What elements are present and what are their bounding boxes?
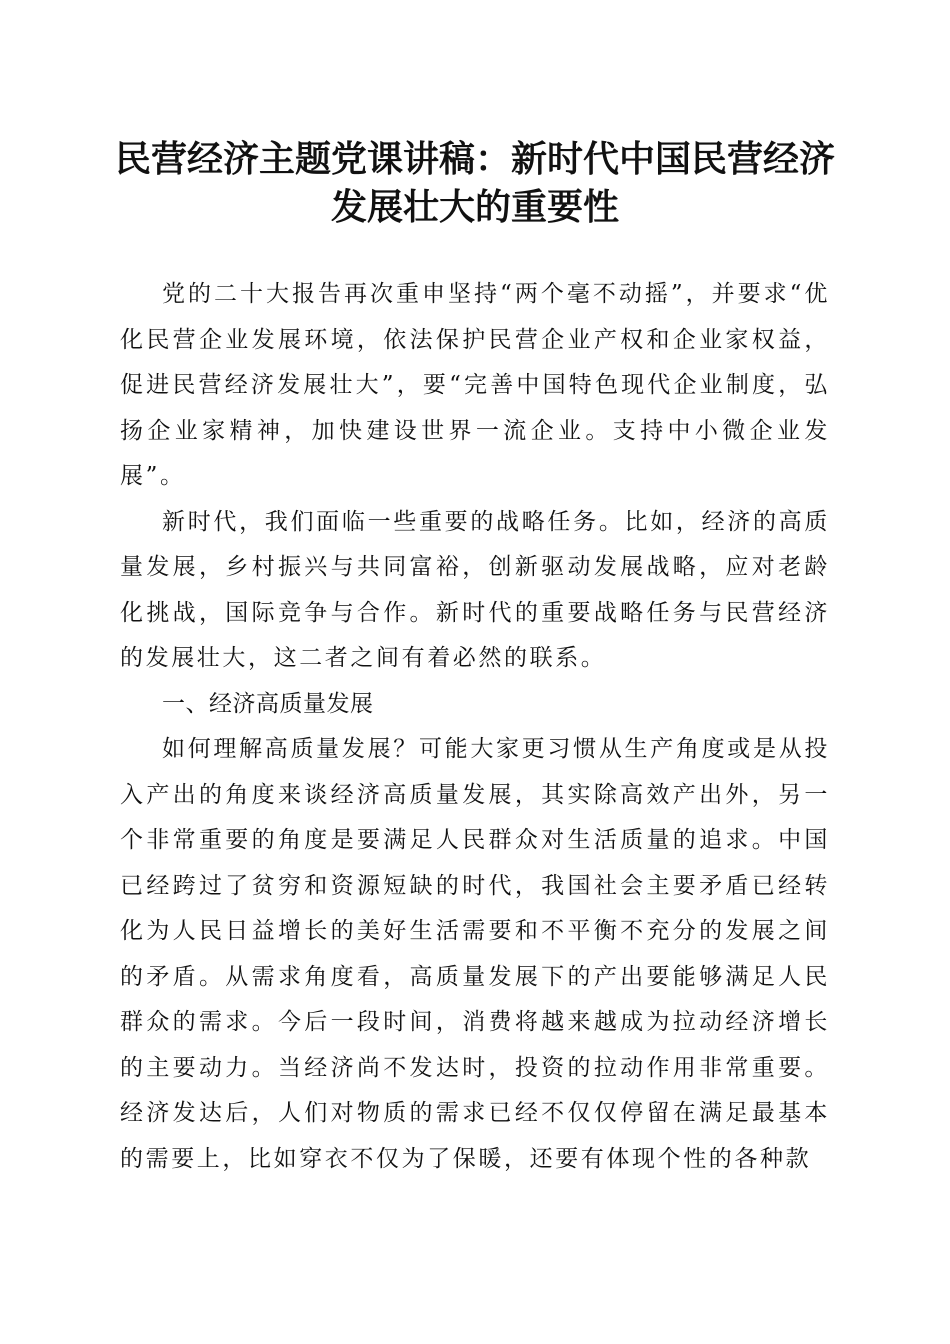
document-body [120, 272, 830, 1182]
paragraph-intro: 党的二十大报告再次重申坚持“两个毫不动摇”，并要求“优化民营企业发展环境，依法保护民营企业产权和企业家权益，促进民营经济发展壮大”，要“完善中国特色现代企业制度，弘扬企业家精神，加快建设世界一流企业。支持中小微企业发展”。 [120, 281, 830, 489]
document-title-line-2: 发展壮大的重要性 [330, 186, 619, 228]
document-title-line-1: 民营经济主题党课讲稿：新时代中国民营经济 [114, 138, 835, 180]
paragraph-strategic-tasks: 新时代，我们面临一些重要的战略任务。比如，经济的高质量发展，乡村振兴与共同富裕，创新驱动发展战略，应对老龄化挑战，国际竞争与合作。新时代的重要战略任务与民营经济的发展壮大，这二者之间有着必然的联系。 [120, 508, 830, 671]
paragraph-high-quality-development: 如何理解高质量发展？可能大家更习惯从生产角度或是从投入产出的角度来谈经济高质量发展，其实除高效产出外，另一个非常重要的角度是要满足人民群众对生活质量的追求。中国已经跨过了贫穷和资源短缺的时代，我国社会主要矛盾已经转化为人民日益增长的美好生活需要和不平衡不充分的发展之间的矛盾。从需求角度看，高质量发展下的产出要能够满足人民群众的需求。今后一段时间，消费将越来越成为拉动经济增长的主要动力。当经济尚不发达时，投资的拉动作用非常重要。经济发达后，人们对物质的需求已经不仅仅停留在满足最基本的需要上，比如穿衣不仅为了保暖，还要有体现个性的各种款 [120, 736, 830, 1172]
section-heading-high-quality-development: 一、经济高质量发展 [162, 690, 374, 717]
